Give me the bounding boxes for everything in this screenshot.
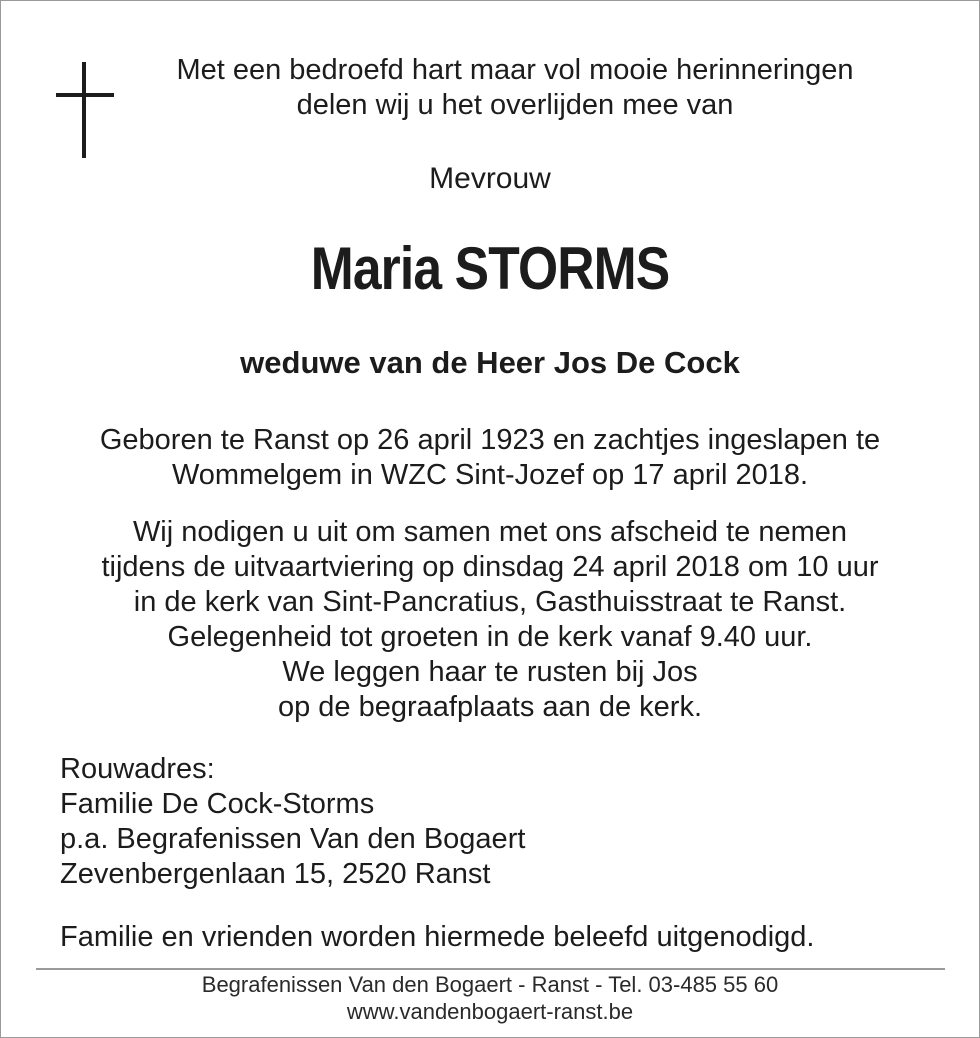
address-line: Zevenbergenlaan 15, 2520 Ranst — [60, 858, 491, 890]
text-line: Gelegenheid tot groeten in de kerk vanaf 9.40 uur. — [167, 621, 813, 653]
deceased-name: Maria STORMS — [310, 235, 670, 302]
birth-death-text — [0, 423, 980, 493]
text-line: Geboren te Ranst op 26 april 1923 en zachtjes ingeslapen te — [99, 424, 881, 456]
address-label: Rouwadres: — [60, 753, 215, 785]
footer-divider — [36, 968, 945, 970]
closing-text: Familie en vrienden worden hiermede beleefd uitgenodigd. — [60, 921, 815, 953]
intro-line: Met een bedroefd hart maar vol mooie herinneringen — [176, 54, 854, 86]
text-line: tijdens de uitvaartviering op dinsdag 24 april 2018 om 10 uur — [101, 551, 879, 583]
address-line: p.a. Begrafenissen Van den Bogaert — [60, 823, 526, 855]
salutation: Mevrouw — [429, 162, 551, 195]
intro-line: delen wij u het overlijden mee van — [296, 89, 734, 121]
text-line: op de begraafplaats aan de kerk. — [277, 691, 703, 723]
widow-of: weduwe van de Heer Jos De Cock — [240, 345, 740, 380]
text-line: Wij nodigen u uit om samen met ons afscheid te nemen — [132, 516, 848, 548]
text-line: Wommelgem in WZC Sint-Jozef op 17 april 2018. — [171, 459, 809, 491]
address-line: Familie De Cock-Storms — [60, 788, 375, 820]
mourning-address — [60, 752, 525, 892]
footer-website[interactable]: www.vandenbogaert-ranst.be — [346, 999, 634, 1024]
footer-contact: Begrafenissen Van den Bogaert - Ranst - Tel. 03-485 55 60 — [201, 972, 779, 997]
intro-text — [65, 53, 965, 123]
invitation-text — [0, 515, 980, 725]
footer — [0, 971, 980, 1025]
text-line: We leggen haar te rusten bij Jos — [282, 656, 698, 688]
text-line: in de kerk van Sint-Pancratius, Gasthuisstraat te Ranst. — [133, 586, 847, 618]
